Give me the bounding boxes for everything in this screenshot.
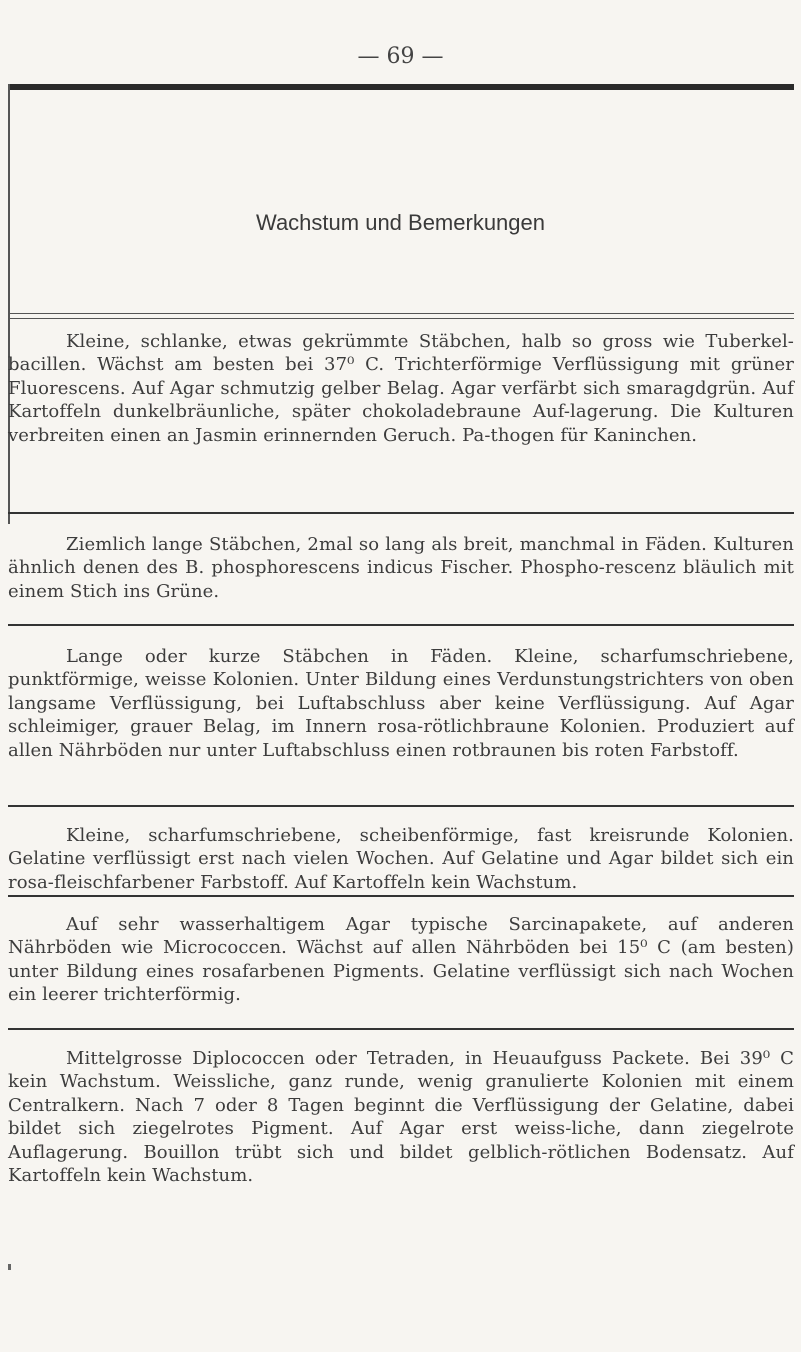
entry-4 [8, 824, 794, 894]
top-rule [8, 84, 794, 90]
entry-text: Auf sehr wasserhaltigem Agar typische Sarcinapakete, auf anderen Nährböden wie Micrococcen. Wächst auf allen Nährböden bei 15⁰ C (am besten) unter Bildung eines rosafarbenen Pigments. Gelatine verflüssigt sich nach Wochen ein leerer trichterförmig. [8, 914, 794, 1006]
entry-2 [8, 533, 794, 603]
left-column-rule [8, 84, 10, 524]
entry-5 [8, 913, 794, 1007]
column-heading: Wachstum und Bemerkungen [256, 210, 545, 235]
entry-text: Lange oder kurze Stäbchen in Fäden. Kleine, scharfumschriebene, punktförmige, weisse Kolonien. Unter Bildung eines Verdunstungstrichters von oben langsame Verflüssigung, bei Luftabschluss aber keine Verflüssigung. Auf Agar schleimiger, grauer Belag, im Innern rosa-rötlichbraune Kolonien. Produziert auf allen Nährböden nur unter Luftabschluss einen rotbraunen bis roten Farbstoff. [8, 646, 794, 761]
margin-mark [8, 1264, 11, 1270]
entry-text: Kleine, schlanke, etwas gekrümmte Stäbchen, halb so gross wie Tuberkel-bacillen. Wächst am besten bei 37⁰ C. Trichterförmige Verflüssigung mit grüner Fluorescens. Auf Agar schmutzig gelber Belag. Agar verfärbt sich smaragdgrün. Auf Kartoffeln dunkelbräunliche, später chokoladebraune Auf-lagerung. Die Kulturen verbreiten einen an Jasmin erinnernden Geruch. Pa-thogen für Kaninchen. [8, 331, 794, 446]
entry-text: Mittelgrosse Diplococcen oder Tetraden, in Heuaufguss Packete. Bei 39⁰ C kein Wachstum. Weissliche, ganz runde, wenig granulierte Kolonien mit einem Centralkern. Nach 7 oder 8 Tagen beginnt die Verflüssigung der Gelatine, dabei bildet sich ziegelrotes Pigment. Auf Agar erst weiss-liche, dann ziegelrote Auflagerung. Bouillon trübt sich und bildet gelblich-rötlichen Bodensatz. Auf Kartoffeln kein Wachstum. [8, 1048, 794, 1187]
entry-divider [8, 512, 794, 514]
entry-divider [8, 1028, 794, 1030]
entry-text: Kleine, scharfumschriebene, scheibenförmige, fast kreisrunde Kolonien. Gelatine verflüssigt erst nach vielen Wochen. Auf Gelatine und Agar bildet sich ein rosa-fleischfarbener Farbstoff. Auf Kartoffeln kein Wachstum. [8, 825, 794, 893]
entry-3 [8, 645, 794, 762]
entry-divider [8, 895, 794, 897]
entry-divider [8, 624, 794, 626]
entry-text: Ziemlich lange Stäbchen, 2mal so lang als breit, manchmal in Fäden. Kulturen ähnlich denen des B. phosphorescens indicus Fischer. Phospho-rescenz bläulich mit einem Stich ins Grüne. [8, 534, 794, 602]
entry-6 [8, 1047, 794, 1187]
page-number: — 69 — [357, 44, 444, 69]
entry-divider [8, 805, 794, 807]
entry-1 [8, 330, 794, 447]
header-rule [8, 313, 794, 319]
